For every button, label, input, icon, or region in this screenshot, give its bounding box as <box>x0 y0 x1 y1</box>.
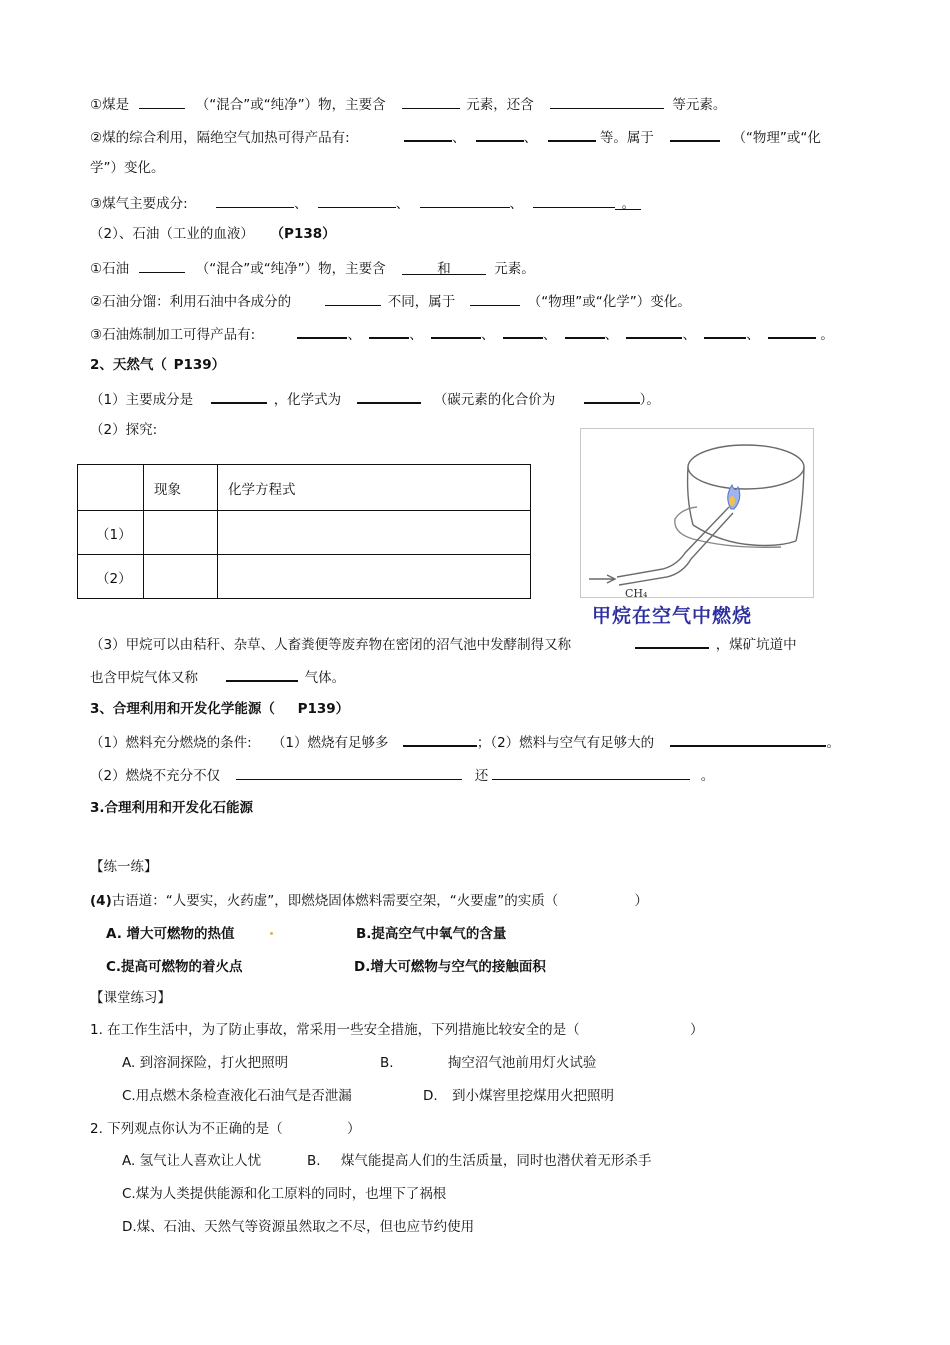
answer-blank[interactable] <box>470 291 520 306</box>
answer-blank[interactable] <box>139 94 185 109</box>
period: 。 <box>820 327 834 343</box>
classwork-heading: 【课堂练习】 <box>90 990 171 1006</box>
text: （“物理”或“化学”）变化。 <box>527 294 691 310</box>
text: 1. 在工作生活中，为了防止事故，常采用一些安全措施，下列措施比较安全的是（ <box>90 1022 580 1038</box>
gas-line-1 <box>90 388 660 409</box>
text: ，煤矿坑道中 <box>715 637 797 653</box>
text: 2、天然气（ <box>90 357 167 373</box>
table-row <box>78 555 531 599</box>
option-a[interactable]: A. 到溶洞探险，打火把照明 <box>122 1055 289 1071</box>
text: （“混合”或“纯净”）物，主要含 <box>195 261 386 277</box>
text: （1）主要成分是 <box>90 392 194 408</box>
answer-blank[interactable] <box>325 291 381 306</box>
gas-line-2: （2）探究: <box>90 422 158 438</box>
answer-blank[interactable] <box>404 126 452 142</box>
table-header-row <box>78 465 531 511</box>
energy-line-2 <box>90 765 714 785</box>
energy-line-3: 3.合理利用和开发化石能源 <box>90 800 254 816</box>
option-label: B. <box>307 1153 321 1169</box>
text: 气体。 <box>304 670 346 686</box>
coal-line-1 <box>90 94 726 114</box>
answer-blank[interactable] <box>420 193 510 208</box>
practice-heading: 【练一练】 <box>90 859 158 875</box>
text: ） <box>634 893 649 909</box>
text: 到小煤窖里挖煤用火把照明 <box>451 1088 614 1104</box>
gas-line-3 <box>90 633 797 654</box>
text: 还 <box>474 768 489 784</box>
answer-blank[interactable] <box>431 323 481 339</box>
page-ref: P139） <box>173 357 226 373</box>
table-cell: （2） <box>78 555 144 599</box>
oil-line-3: ③石油炼制加工可得产品有: 、 、 、 、 、 、 、 。 <box>90 323 834 344</box>
text: 古语道：“人要实，火药虚”，即燃烧固体燃料需要空架，“火要虚”的实质（ <box>111 893 559 909</box>
answer-blank[interactable] <box>704 323 746 339</box>
answer-blank[interactable] <box>768 323 816 339</box>
table-header-cell <box>78 465 144 511</box>
question-number: (4) <box>90 893 112 909</box>
ch4-label: CH₄ <box>625 587 648 597</box>
option-d[interactable] <box>423 1087 614 1105</box>
gas-heading <box>90 356 225 374</box>
answer-blank[interactable] <box>403 731 477 747</box>
answer-blank[interactable]: 和 <box>402 260 486 275</box>
option-label: D. <box>423 1088 438 1104</box>
table-cell[interactable] <box>218 555 531 599</box>
text: ③煤气主要成分: <box>90 196 188 212</box>
classwork-question-2 <box>90 1120 360 1138</box>
text: 2. 下列观点你认为不正确的是（ <box>90 1121 283 1137</box>
text: 也含甲烷气体又称 <box>90 670 198 686</box>
answer-blank[interactable] <box>670 731 826 747</box>
text: ；（2）燃料与空气有足够大的 <box>476 735 655 751</box>
text: 掏空沼气池前用灯火试验 <box>447 1055 597 1071</box>
answer-blank[interactable] <box>584 388 640 404</box>
text: ） <box>689 1022 704 1038</box>
table-header-cell: 化学方程式 <box>218 465 531 511</box>
answer-blank[interactable] <box>318 193 396 208</box>
methane-burning-figure <box>580 428 814 598</box>
table-cell[interactable] <box>218 511 531 555</box>
text: ）。 <box>639 392 660 408</box>
beaker-rim <box>688 445 804 489</box>
answer-blank[interactable] <box>492 765 690 780</box>
table-row <box>78 511 531 555</box>
energy-heading <box>90 700 349 718</box>
answer-blank[interactable] <box>297 323 347 339</box>
text: ②石油分馏：利用石油中各成分的 <box>90 294 292 310</box>
table-cell[interactable] <box>144 555 218 599</box>
option-c[interactable]: C.提高可燃物的着火点 <box>106 959 243 975</box>
text: 等元素。 <box>672 97 727 113</box>
answer-blank[interactable] <box>216 193 294 208</box>
text: 。 <box>826 735 840 751</box>
text: （1）燃料充分燃烧的条件: <box>90 735 252 751</box>
period: 。 <box>615 195 641 210</box>
answer-blank[interactable] <box>369 323 409 339</box>
option-d[interactable]: D.煤、石油、天然气等资源虽然取之不尽，但也应节约使用 <box>122 1219 475 1235</box>
text: （碳元素的化合价为 <box>433 392 556 408</box>
option-b[interactable] <box>307 1152 651 1170</box>
table-header-cell: 现象 <box>144 465 218 511</box>
option-label: B. <box>380 1055 394 1071</box>
page-ref: P139） <box>297 701 350 717</box>
text: 元素，还含 <box>466 97 534 113</box>
answer-blank[interactable] <box>503 323 543 339</box>
answer-blank[interactable] <box>550 94 664 109</box>
text: ） <box>346 1121 361 1137</box>
option-a[interactable]: A. 氢气让人喜欢让人忧 <box>122 1153 262 1169</box>
answer-blank[interactable] <box>236 765 462 780</box>
gas-line-4 <box>90 666 345 687</box>
text: ②煤的综合利用，隔绝空气加热可得产品有: <box>90 130 350 146</box>
text: ①石油 <box>90 261 130 277</box>
flame-core <box>729 496 735 506</box>
answer-blank[interactable] <box>635 633 709 649</box>
text: ③石油炼制加工可得产品有: <box>90 327 256 343</box>
option-b[interactable] <box>380 1054 596 1072</box>
table-cell: （1） <box>78 511 144 555</box>
experiment-table <box>77 464 531 599</box>
answer-blank[interactable] <box>533 193 615 208</box>
answer-blank[interactable] <box>476 126 524 142</box>
text: （3）甲烷可以由秸秆、杂草、人畜粪便等废弃物在密闭的沼气池中发酵制得又称 <box>90 637 572 653</box>
answer-blank[interactable] <box>670 126 720 142</box>
answer-blank[interactable] <box>565 323 605 339</box>
text: 元素。 <box>494 261 535 277</box>
beaker-illustration <box>581 429 813 597</box>
energy-line-1 <box>90 731 840 752</box>
text: （2）、石油（工业的血液） <box>90 226 254 242</box>
text: ①煤是 <box>90 97 130 113</box>
decorative-dot <box>270 932 273 935</box>
option-c[interactable]: C.用点燃木条检查液化石油气是否泄漏 <box>122 1088 352 1104</box>
text: （1）燃烧有足够多 <box>271 735 389 751</box>
text: 煤气能提高人们的生活质量，同时也潜伏着无形杀手 <box>340 1153 652 1169</box>
text: 3、合理利用和开发化学能源（ <box>90 701 275 717</box>
figure-caption: 甲烷在空气中燃烧 <box>592 605 753 627</box>
practice-question-4 <box>90 892 648 910</box>
option-d[interactable]: D.增大可燃物与空气的接触面积 <box>354 959 546 975</box>
option-b[interactable]: B.提高空气中氧气的含量 <box>356 926 507 942</box>
answer-blank[interactable] <box>626 323 682 339</box>
coal-line-3: 学”）变化。 <box>90 160 165 176</box>
text: 不同，属于 <box>387 294 456 310</box>
option-a[interactable]: A. 增大可燃物的热值 <box>106 926 235 942</box>
classwork-question-1 <box>90 1021 703 1039</box>
text: （“物理”或“化 <box>732 130 821 146</box>
oil-line-1 <box>90 258 535 278</box>
answer-blank[interactable] <box>402 94 460 109</box>
page-ref: （P138） <box>270 226 336 242</box>
answer-blank[interactable] <box>139 258 185 273</box>
answer-blank[interactable] <box>548 126 596 142</box>
text: ，化学式为 <box>273 392 342 408</box>
text: 。 <box>700 768 715 784</box>
text: （2）燃烧不充分不仅 <box>90 768 221 784</box>
answer-blank[interactable] <box>226 666 298 682</box>
coal-line-2: ②煤的综合利用，隔绝空气加热可得产品有: 、 、 等。属于 （“物理”或“化 <box>90 126 821 147</box>
answer-blank[interactable] <box>211 388 267 404</box>
glass-tube-outer <box>617 507 729 577</box>
option-c[interactable]: C.煤为人类提供能源和化工原料的同时，也埋下了祸根 <box>122 1186 447 1202</box>
answer-blank[interactable] <box>357 388 421 404</box>
oil-line-2 <box>90 291 691 311</box>
table-cell[interactable] <box>144 511 218 555</box>
text: （“混合”或“纯净”）物，主要含 <box>195 97 386 113</box>
coal-line-4: ③煤气主要成分: 、 、 、 。 <box>90 193 641 213</box>
oil-heading <box>90 225 336 243</box>
text: 等。属于 <box>599 130 654 146</box>
